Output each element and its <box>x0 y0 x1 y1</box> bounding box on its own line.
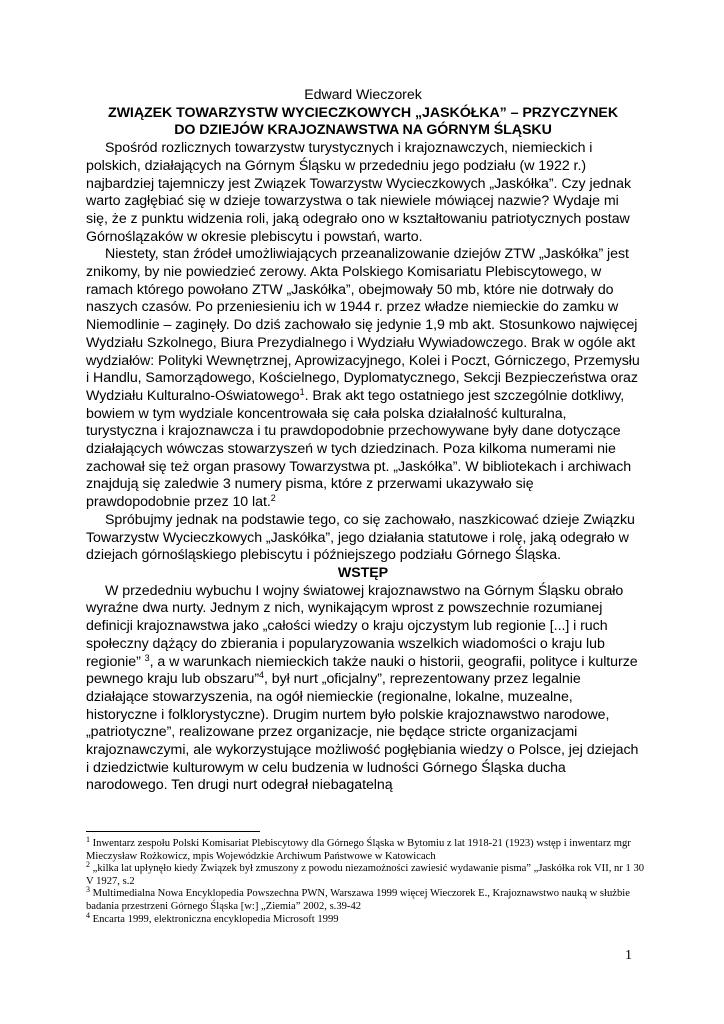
section-heading: WSTĘP <box>337 564 389 581</box>
footnote-text: Encarta 1999, elektroniczna encyklopedia Microsoft 1999 <box>90 913 339 925</box>
footnote-text: Inwentarz zespołu Polski Komisariat Plebiscytowy dla Górnego Śląska w Bytomiu z lat 1918-21 (1923) wstęp i inwentarz mgr Mieczysław Rożkowicz, mpis Wojewódzkie Archiwum Państwowe w Katowicach <box>86 838 631 862</box>
footnote-text: „kilka lat upłynęło kiedy Związek był zmuszony z powodu niezamożności zawiesić wydawanie pisma” „Jaskółka rok VII, nr 1 30 V 1927, s.2 <box>86 863 645 887</box>
paragraph-3 <box>86 512 640 565</box>
footnote-marker: 4 <box>86 910 90 920</box>
paragraph-text: , był nurt „oficjalny”, reprezentowany przez legalnie działające stowarzyszenia, na ogół niemieckie (regionalne, lokalne, muzealne, historyczne i folklorystyczne). Drugim nurtem było polskie krajoznawstwo narodowe, „patriotyczne”, realizowane przez organizacje, nie będące stricte organizacjami krajoznawczymi, ale wykorzystujące możliwość pogłębiania wiedzy o Polsce, jej dziejach i dziedzictwie kulturowym w celu budzenia w ludności Górnego Śląska ducha narodowego. Ten drugi nurt odegrał niebagatelną <box>86 671 639 794</box>
title-line-2: DO DZIEJÓW KRAJOZNAWSTWA NA GÓRNYM ŚLĄSKU <box>174 122 552 139</box>
footnote-marker: 3 <box>86 885 90 895</box>
paragraph-text: Spośród rozlicznych towarzystw turystycznych i krajoznawczych, niemieckich i polskich, działających na Górnym Śląsku w przededniu jego podziału (w 1922 r.) najbardziej tajemniczy jest Związek Towarzystw Wycieczkowych „Jaskółka”. Czy jednak warto zagłębiać się w dzieje towarzystwa o tak niewiele mówiącej nazwie? Wydaje mi się, że z punktu widzenia roli, jaką odegrało ono w kształtowaniu patriotycznych postaw Górnoślązaków w okresie plebiscytu i powstań, warto. <box>86 140 632 245</box>
footnote-marker: 2 <box>86 860 90 870</box>
body-text <box>86 87 640 795</box>
paragraph-text: , a w warunkach niemieckich także nauki o historii, geografii, polityce i kulturze pewnego kraju lub obszaru” <box>86 653 638 688</box>
paragraph-text: Niestety, stan źródeł umożliwiających przeanalizowanie dziejów ZTW „Jaskółka” jest znikomy, by nie powiedzieć zerowy. Akta Polskiego Komisariatu Plebiscytowego, w ramach którego powołano ZTW „Jaskółka”, obejmowały 50 mb, które nie dotrwały do naszych czasów. Po przeniesieniu ich w 1944 r. przez władze niemieckie do zamku w Niemodlinie – zaginęły. Do dziś zachowało się jedynie 1,9 mb akt. Stosunkowo najwięcej Wydziału Szkolnego, Biura Prezydialnego i Wydziału Wywiadowczego. Brak w ogóle akt wydziałów: Polityki Wewnętrznej, Aprowizacyjnego, Kolei i Poczt, Górniczego, Przemysłu i Handlu, Samorządowego, Kościelnego, Dyplomatycznego, Sekcji Bezpieczeństwa oraz Wydziału Kulturalno-Oświatowego <box>86 246 640 404</box>
intro-paragraph <box>86 583 640 795</box>
footnotes <box>86 835 646 926</box>
footnote-3 <box>86 885 646 913</box>
author-name: Edward Wieczorek <box>304 87 422 103</box>
paragraph-text: . Brak akt tego ostatniego jest szczególnie dotkliwy, bowiem w tym wydziale koncentrowała się cała polska działalność kulturalna, turystyczna i krajoznawcza i tu prawdopodobnie przechowywane były dane dotyczące działających wówczas stowarzyszeń w tych dziedzinach. Poza kilkoma numerami nie zachował się też organ prasowy Towarzystwa pt. „Jaskółka”. W bibliotekach i archiwach znajdują się zaledwie 3 numery pisma, które z przerwami ukazywało się prawdopodobnie przez 10 lat. <box>86 387 632 511</box>
footnote-text: Multimedialna Nowa Encyklopedia Powszechna PWN, Warszawa 1999 więcej Wieczorek E., Krajoznawstwo nauką w służbie badania przestrzeni Górnego Śląska [w:] „Ziemia” 2002, s.39-42 <box>86 888 630 912</box>
footnote-reference[interactable]: 4 <box>259 670 264 681</box>
footnote-reference[interactable]: 2 <box>270 493 276 504</box>
footnote-reference[interactable]: 3 <box>144 652 150 663</box>
footnote-1 <box>86 835 646 863</box>
footnote-4 <box>86 910 646 927</box>
footnote-2 <box>86 860 646 888</box>
page-number: 1 <box>625 948 632 963</box>
footnote-separator <box>86 831 260 832</box>
paragraph-1 <box>86 140 640 246</box>
paragraph-text: W przededniu wybuchu I wojny światowej krajoznawstwo na Górnym Śląsku obrało wyraźne dwa nurty. Jednym z nich, wynikającym wprost z powszechnie rozumianej definicji krajoznawstwa jako „całości wiedzy o kraju ojczystym lub regionie [...] i ruch społeczny dążący do zbierania i popularyzowania wszelkich wiadomości o kraju lub regionie” <box>86 582 624 670</box>
footnote-reference[interactable]: 1 <box>299 386 305 397</box>
paragraph-text: Spróbujmy jednak na podstawie tego, co się zachowało, naszkicować dzieje Związku Towarzystw Wycieczkowych „Jaskółka”, jego działania statutowe i rolę, jaką odegrało w dziejach górnośląskiego plebiscytu i późniejszego podziału Górnego Śląska. <box>86 511 635 564</box>
footnote-marker: 1 <box>86 835 90 844</box>
paragraph-2 <box>86 246 640 512</box>
title-line-1: ZWIĄZEK TOWARZYSTW WYCIECZKOWYCH „JASKÓŁKA” – PRZYCZYNEK <box>107 104 619 121</box>
